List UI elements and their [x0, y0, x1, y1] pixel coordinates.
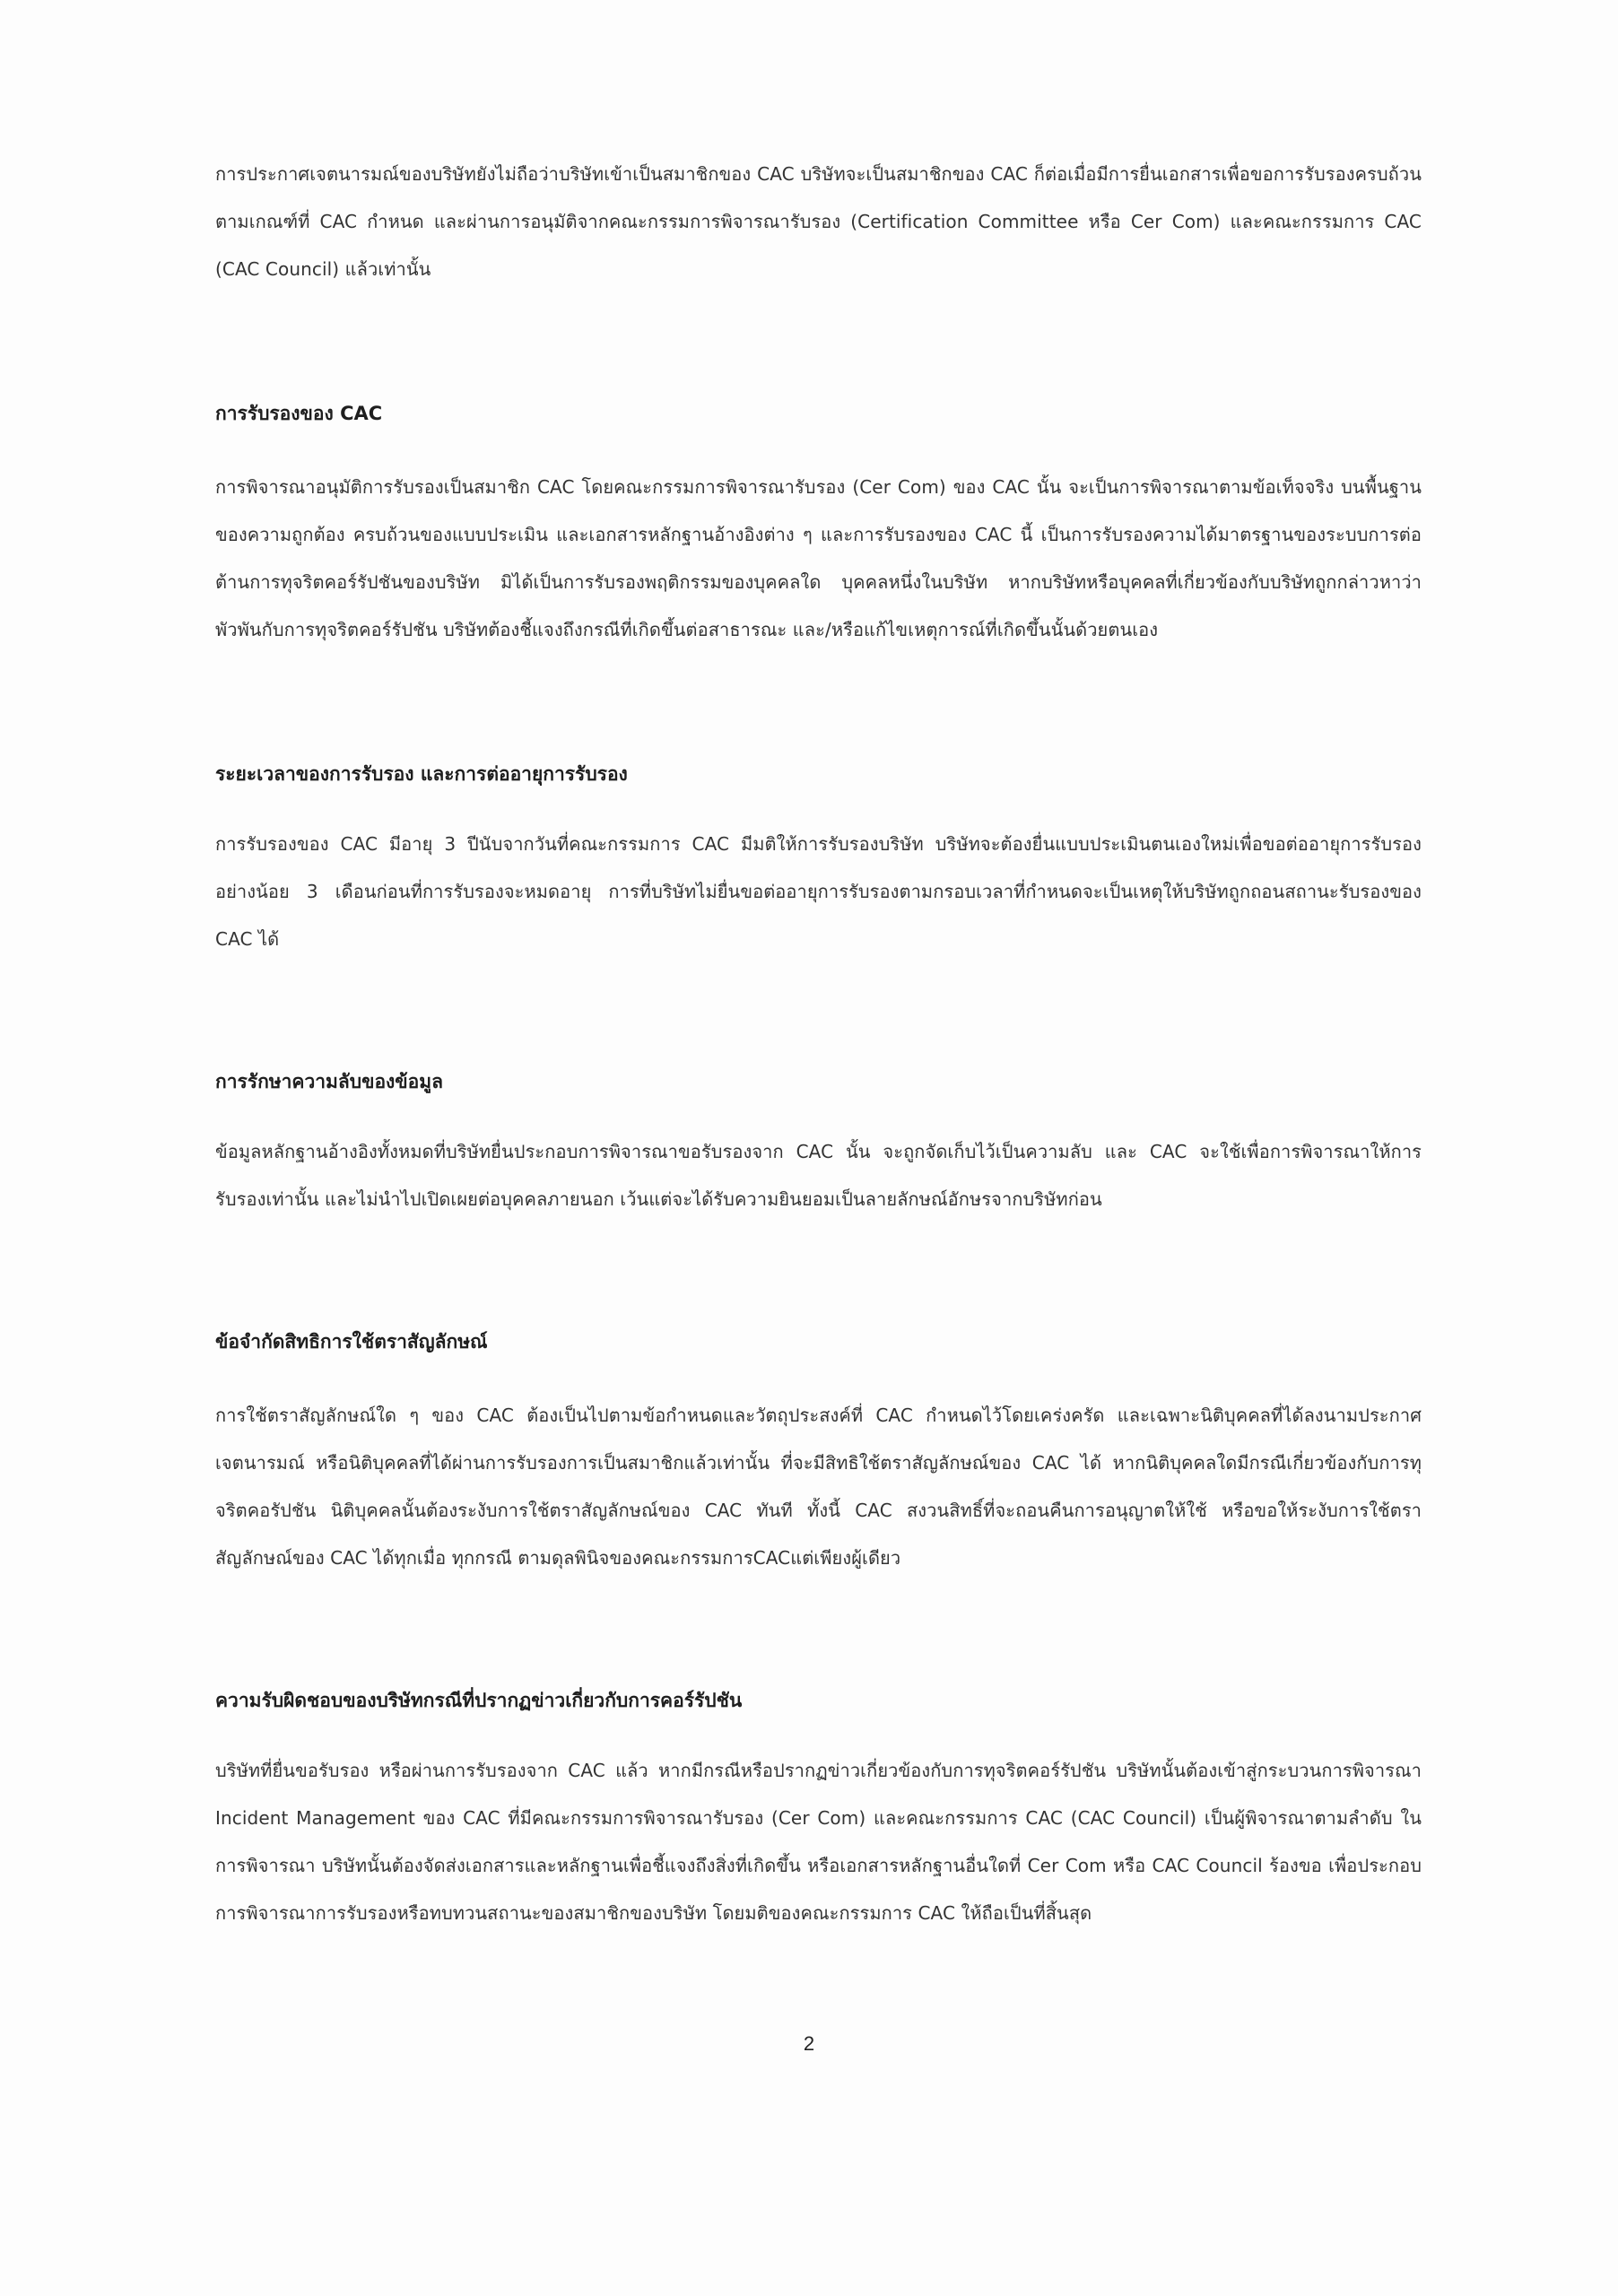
section-heading-certification-period: ระยะเวลาของการรับรอง และการต่ออายุการรับรอง — [215, 763, 628, 785]
section-body-certification-period: การรับรองของ CAC มีอายุ 3 ปีนับจากวันที่คณะกรรมการ CAC มีมติให้การรับรองบริษัท บริษัทจะต้องยื่นแบบประเมินตนเองใหม่เพื่อขอต่ออายุการรับรองอย่างน้อย 3 เดือนก่อนที่การรับรองจะหมดอายุ การที่บริษัทไม่ยื่นขอต่ออายุการรับรองตามกรอบเวลาที่กำหนดจะเป็นเหตุให้บริษัทถูกถอนสถานะรับรองของ CAC ได้ — [215, 833, 1422, 950]
section-body-confidentiality: ข้อมูลหลักฐานอ้างอิงทั้งหมดที่บริษัทยื่นประกอบการพิจารณาขอรับรองจาก CAC นั้น จะถูกจัดเก็บไว้เป็นความลับ และ CAC จะใช้เพื่อการพิจารณาให้การรับรองเท่านั้น และไม่นำไปเปิดเผยต่อบุคคลภายนอก เว้นแต่จะได้รับความยินยอมเป็นลายลักษณ์อักษรจากบริษัทก่อน — [215, 1141, 1422, 1210]
section-body-certification: การพิจารณาอนุมัติการรับรองเป็นสมาชิก CAC โดยคณะกรรมการพิจารณารับรอง (Cer Com) ของ CAC นั้น จะเป็นการพิจารณาตามข้อเท็จจริง บนพื้นฐานของความถูกต้อง ครบถ้วนของแบบประเมิน และเอกสารหลักฐานอ้างอิงต่าง ๆ และการรับรองของ CAC นี้ เป็นการรับรองความได้มาตรฐานของระบบการต่อต้านการทุจริตคอร์รัปชันของบริษัท มิได้เป็นการรับรองพฤติกรรมของบุคคลใด บุคคลหนึ่งในบริษัท หากบริษัทหรือบุคคลที่เกี่ยวข้องกับบริษัทถูกกล่าวหาว่าพัวพันกับการทุจริตคอร์รัปชัน บริษัทต้องชี้แจงถึงกรณีที่เกิดขึ้นต่อสาธารณะ และ/หรือแก้ไขเหตุการณ์ที่เกิดขึ้นนั้นด้วยตนเอง — [215, 476, 1422, 640]
section-heading-certification: การรับรองของ CAC — [215, 403, 383, 424]
document-body — [215, 151, 1422, 1937]
section-heading-confidentiality: การรักษาความลับของข้อมูล — [215, 1071, 443, 1092]
section-body-logo-usage: การใช้ตราสัญลักษณ์ใด ๆ ของ CAC ต้องเป็นไปตามข้อกำหนดและวัตถุประสงค์ที่ CAC กำหนดไว้โดยเคร่งครัด และเฉพาะนิติบุคคลที่ได้ลงนามประกาศเจตนารมณ์ หรือนิติบุคคลที่ได้ผ่านการรับรองการเป็นสมาชิกแล้วเท่านั้น ที่จะมีสิทธิใช้ตราสัญลักษณ์ของ CAC ได้ หากนิติบุคคลใดมีกรณีเกี่ยวข้องกับการทุจริตคอรัปชัน นิติบุคคลนั้นต้องระงับการใช้ตราสัญลักษณ์ของ CAC ทันที ทั้งนี้ CAC สงวนสิทธิ์ที่จะถอนคืนการอนุญาตให้ใช้ หรือขอให้ระงับการใช้ตราสัญลักษณ์ของ CAC ได้ทุกเมื่อ ทุกกรณี ตามดุลพินิจของคณะกรรมการCACแต่เพียงผู้เดียว — [215, 1405, 1422, 1569]
section-heading-corruption-news-responsibility: ความรับผิดชอบของบริษัทกรณีที่ปรากฏข่าวเกี่ยวกับการคอร์รัปชัน — [215, 1690, 743, 1711]
intro-paragraph: การประกาศเจตนารมณ์ของบริษัทยังไม่ถือว่าบริษัทเข้าเป็นสมาชิกของ CAC บริษัทจะเป็นสมาชิกของ CAC ก็ต่อเมื่อมีการยื่นเอกสารเพื่อขอการรับรองครบถ้วนตามเกณฑ์ที่ CAC กำหนด และผ่านการอนุมัติจากคณะกรรมการพิจารณารับรอง (Certification Committee หรือ Cer Com) และคณะกรรมการ CAC (CAC Council) แล้วเท่านั้น — [215, 163, 1422, 280]
page-number: 2 — [803, 2032, 815, 2055]
section-heading-logo-usage: ข้อจำกัดสิทธิการใช้ตราสัญลักษณ์ — [215, 1331, 488, 1352]
section-body-corruption-news-responsibility: บริษัทที่ยื่นขอรับรอง หรือผ่านการรับรองจาก CAC แล้ว หากมีกรณีหรือปรากฏข่าวเกี่ยวข้องกับการทุจริตคอร์รัปชัน บริษัทนั้นต้องเข้าสู่กระบวนการพิจารณา Incident Management ของ CAC ที่มีคณะกรรมการพิจารณารับรอง (Cer Com) และคณะกรรมการ CAC (CAC Council) เป็นผู้พิจารณาตามลำดับ ในการพิจารณา บริษัทนั้นต้องจัดส่งเอกสารและหลักฐานเพื่อชี้แจงถึงสิ่งที่เกิดขึ้น หรือเอกสารหลักฐานอื่นใดที่ Cer Com หรือ CAC Council ร้องขอ เพื่อประกอบการพิจารณาการรับรองหรือทบทวนสถานะของสมาชิกของบริษัท โดยมติของคณะกรรมการ CAC ให้ถือเป็นที่สิ้นสุด — [215, 1760, 1422, 1924]
